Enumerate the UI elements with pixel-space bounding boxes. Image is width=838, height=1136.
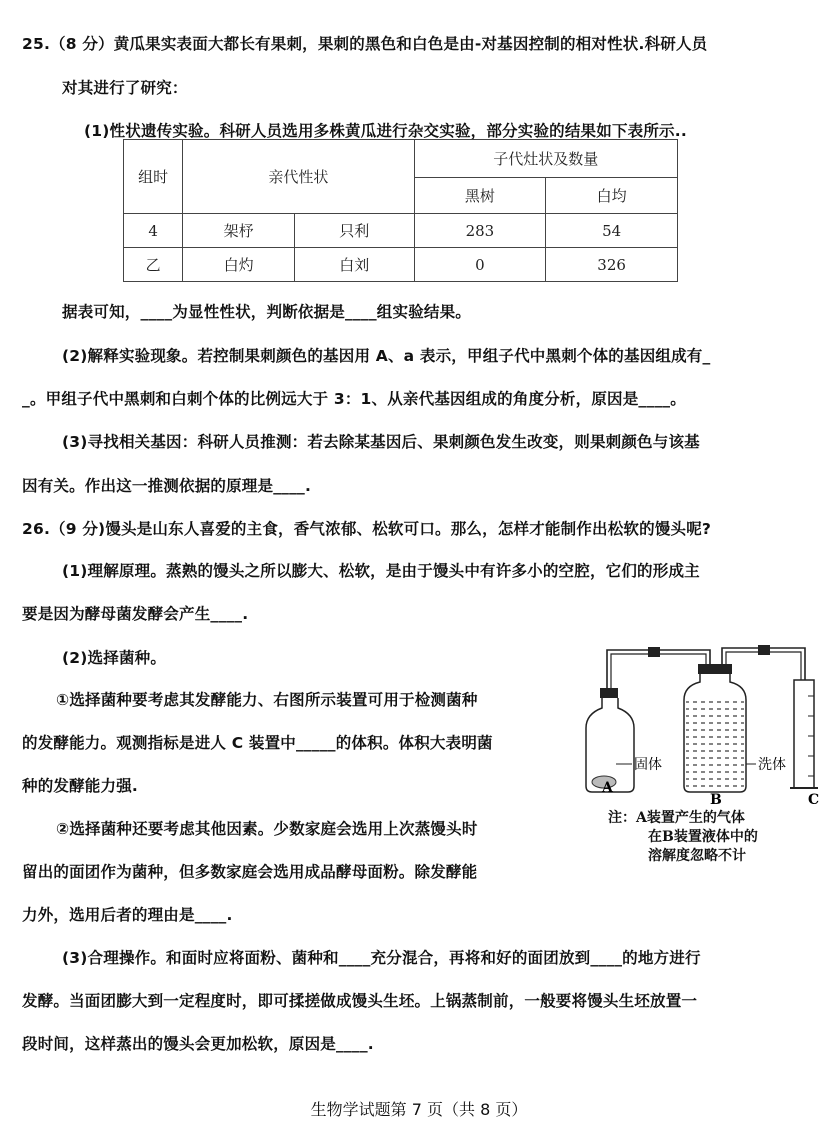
q26-part2-2-line3: 力外，选用后者的理由是____.	[22, 906, 233, 924]
q26-part3-line1: (3)合理操作。和面时应将面粉、菌种和____充分混合，再将和好的面团放到____的地方进行	[62, 949, 701, 967]
header-white: 白均	[546, 178, 678, 214]
q26-stem: 26.（9 分)馒头是山东人喜爱的主食，香气浓郁、松软可口。那么，怎样才能制作出松软的馒头呢?	[22, 520, 712, 538]
cell-parent2: 白刘	[294, 248, 414, 282]
table-row	[124, 248, 678, 282]
experiment-table	[123, 139, 678, 282]
bottle-b	[684, 664, 746, 792]
q26-part2-2-line2: 留出的面团作为菌种，但多数家庭会选用成品酵母面粉。除发酵能	[22, 863, 478, 881]
cell-group: 乙	[124, 248, 183, 282]
cell-parent1: 架杼	[183, 214, 295, 248]
bottle-a	[586, 688, 634, 792]
figure-note-line1: 注：A装置产生的气体	[608, 810, 745, 826]
cell-parent2: 只利	[294, 214, 414, 248]
q26-part2-1-line2: 的发酵能力。观测指标是进人 C 装置中_____的体积。体积大表明菌	[22, 734, 493, 752]
q26-part2-title: (2)选择菌种。	[62, 649, 167, 667]
q25-after-table: 据表可知，____为显性性状，判断依据是____组实验结果。	[62, 303, 472, 321]
cell-black: 283	[414, 214, 546, 248]
label-a: A	[602, 780, 613, 796]
cell-white: 326	[546, 248, 678, 282]
tube-a-to-b-inner	[611, 654, 706, 688]
cylinder-c	[790, 680, 818, 788]
q25-stem-line1: 25.（8 分）黄瓜果实表面大都长有果刺，果刺的黑色和白色是由-对基因控制的相对性状.科研人员	[22, 35, 708, 53]
cell-white: 54	[546, 214, 678, 248]
tube-b-to-c-inner	[726, 652, 801, 686]
q26-part1-line2: 要是因为酵母菌发酵会产生____.	[22, 605, 249, 623]
q25-part3-line2: 因有关。作出这一推测依据的原理是____.	[22, 477, 312, 495]
figure-note-line3: 溶解度忽略不计	[648, 848, 746, 864]
header-parent-traits: 亲代性状	[183, 140, 414, 214]
q25-part1: (1)性状遗传实验。科研人员选用多株黄瓜进行杂交实验，部分实验的结果如下表所示..	[84, 122, 687, 140]
q26-part2-1-line1: ①选择菌种要考虑其发酵能力、右图所示装置可用于检测菌种	[56, 691, 478, 709]
q26-part2-1-line3: 种的发酵能力强.	[22, 777, 138, 795]
page-footer: 生物学试题第 7 页（共 8 页）	[310, 1100, 528, 1119]
header-black: 黑树	[414, 178, 546, 214]
cell-group: 4	[124, 214, 183, 248]
label-b: B	[710, 792, 722, 806]
cell-parent1: 白灼	[183, 248, 295, 282]
label-c: C	[808, 792, 820, 806]
table-row	[124, 214, 678, 248]
q26-part3-line3: 段时间，这样蒸出的馒头会更加松软，原因是____.	[22, 1035, 374, 1053]
header-offspring: 子代灶状及数量	[414, 140, 677, 178]
header-group: 组时	[124, 140, 183, 214]
q25-part2-line2: _。甲组子代中黑刺和白刺个体的比例远大于 3：1、从亲代基因组成的角度分析，原因是____。	[22, 390, 686, 408]
q26-part1-line1: (1)理解原理。蒸熟的馒头之所以膨大、松软，是由于馒头中有许多小的空腔，它们的形成主	[62, 562, 700, 580]
tube-connector	[648, 647, 660, 657]
tube-connector	[758, 645, 770, 655]
label-wash: 洗体	[758, 757, 786, 773]
q25-part3-line1: (3)寻找相关基因：科研人员推测：若去除某基因后、果刺颜色发生改变，则果刺颜色与该基	[62, 433, 700, 451]
cell-black: 0	[414, 248, 546, 282]
label-solid: 固体	[634, 757, 662, 773]
q25-stem-line2: 对其进行了研究：	[62, 79, 188, 97]
q25-part2-line1: (2)解释实验现象。若控制果刺颜色的基因用 A、a 表示，甲组子代中黑刺个体的基因组成有_	[62, 347, 711, 365]
q26-part3-line2: 发酵。当面团膨大到一定程度时，即可揉搓做成馒头生坯。上锅蒸制前，一般要将馒头生坯放置一	[22, 992, 698, 1010]
q26-part2-2-line1: ②选择菌种还要考虑其他因素。少数家庭会选用上次蒸馒头时	[56, 820, 478, 838]
figure-note-line2: 在B装置液体中的	[648, 829, 758, 845]
fermentation-apparatus-diagram	[580, 636, 830, 806]
